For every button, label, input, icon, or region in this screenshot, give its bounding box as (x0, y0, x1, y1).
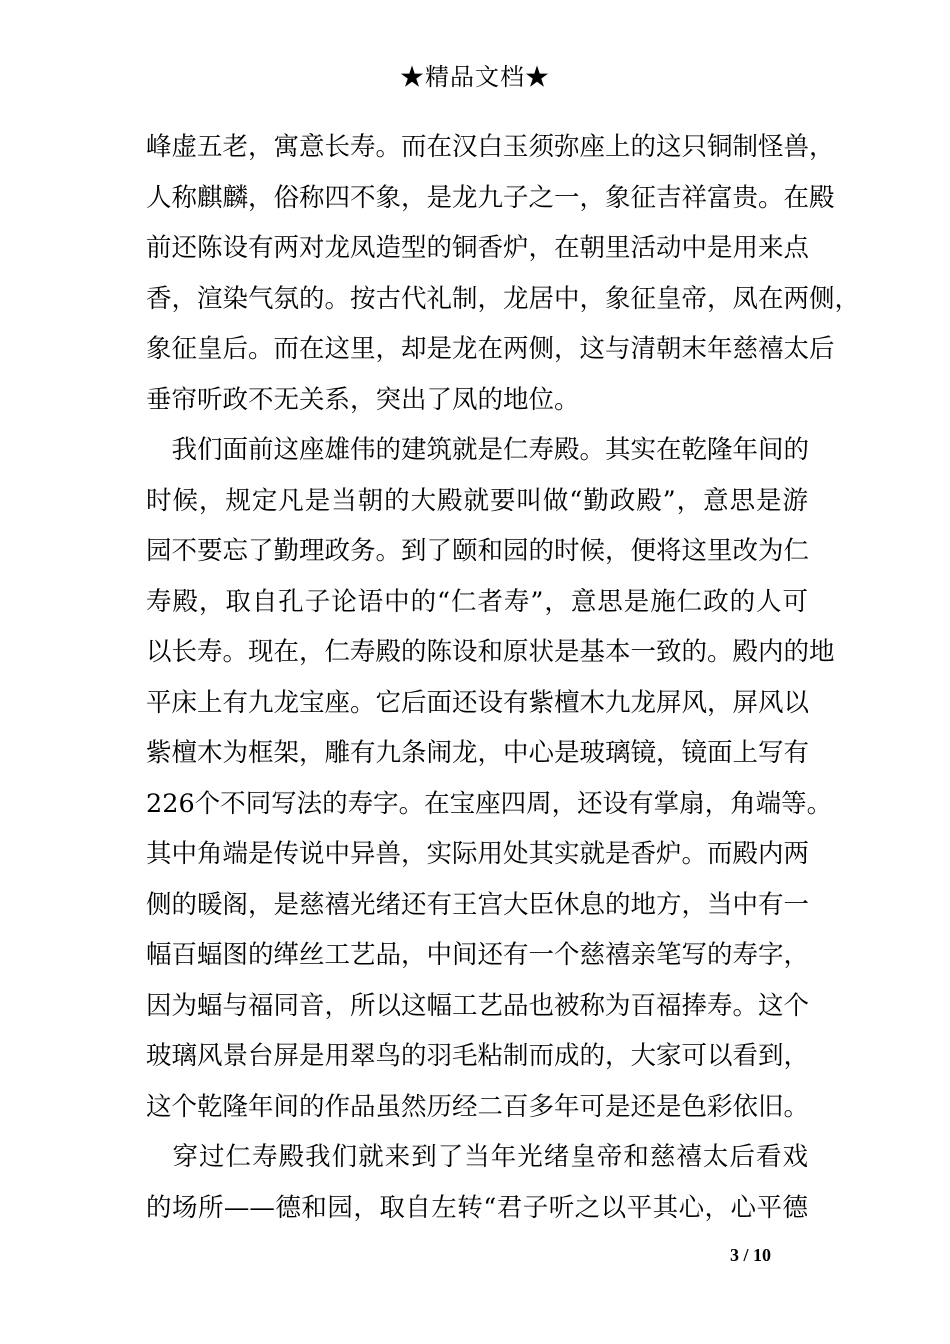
text-line: 时候，规定凡是当朝的大殿就要叫做“勤政殿”，意思是游 (146, 485, 808, 516)
text-line: 因为蝠与福同音，所以这幅工艺品也被称为百福捧寿。这个 (146, 990, 810, 1021)
text-line: 226个不同写法的寿字。在宝座四周，还设有掌扇，角端等。 (146, 788, 833, 819)
text-line: 以长寿。现在，仁寿殿的陈设和原状是基本一致的。殿内的地 (146, 637, 835, 667)
text-line: 我们面前这座雄伟的建筑就是仁寿殿。其实在乾隆年间的 (146, 435, 810, 465)
page-number: 3 / 10 (730, 1245, 772, 1265)
text-line: 紫檀木为框架，雕有九条闹龙，中心是玻璃镜，镜面上写有 (146, 738, 810, 768)
text-line: 幅百蝠图的缂丝工艺品，中间还有一个慈禧亲笔写的寿字， (146, 940, 810, 970)
page-header-title: ★精品文档★ (400, 63, 550, 91)
text-line: 侧的暖阁，是慈禧光绪还有王宫大臣休息的地方，当中有一 (146, 889, 810, 920)
text-line: 峰虚五老，寓意长寿。而在汉白玉须弥座上的这只铜制怪兽， (146, 132, 835, 162)
text-line: 这个乾隆年间的作品虽然历经二百多年可是还是色彩依旧。 (146, 1091, 810, 1122)
text-line: 园不要忘了勤理政务。到了颐和园的时候，便将这里改为仁 (146, 536, 810, 566)
text-line: 垂帘听政不无关系，突出了凤的地位。 (146, 384, 580, 415)
text-line: 香，渲染气氛的。按古代礼制，龙居中，象征皇帝，凤在两侧， (146, 283, 861, 314)
document-body (146, 122, 861, 1233)
text-line: 寿殿，取自孔子论语中的“仁者寿”，意思是施仁政的人可 (146, 586, 808, 617)
text-line: 前还陈设有两对龙凤造型的铜香炉，在朝里活动中是用来点 (146, 233, 810, 263)
text-line: 象征皇后。而在这里，却是龙在两侧，这与清朝末年慈禧太后 (146, 334, 835, 364)
text-line: 人称麒麟，俗称四不象，是龙九子之一，象征吉祥富贵。在殿 (146, 182, 835, 213)
text-line: 穿过仁寿殿我们就来到了当年光绪皇帝和慈禧太后看戏 (146, 1142, 808, 1172)
text-line: 平床上有九龙宝座。它后面还设有紫檀木九龙屏风，屏风以 (146, 687, 810, 718)
text-line: 玻璃风景台屏是用翠鸟的羽毛粘制而成的，大家可以看到， (146, 1041, 810, 1071)
text-line: 其中角端是传说中异兽，实际用处其实就是香炉。而殿内两 (146, 839, 810, 869)
text-line: 的场所——德和园，取自左转“君子听之以平其心，心平德 (146, 1192, 808, 1223)
